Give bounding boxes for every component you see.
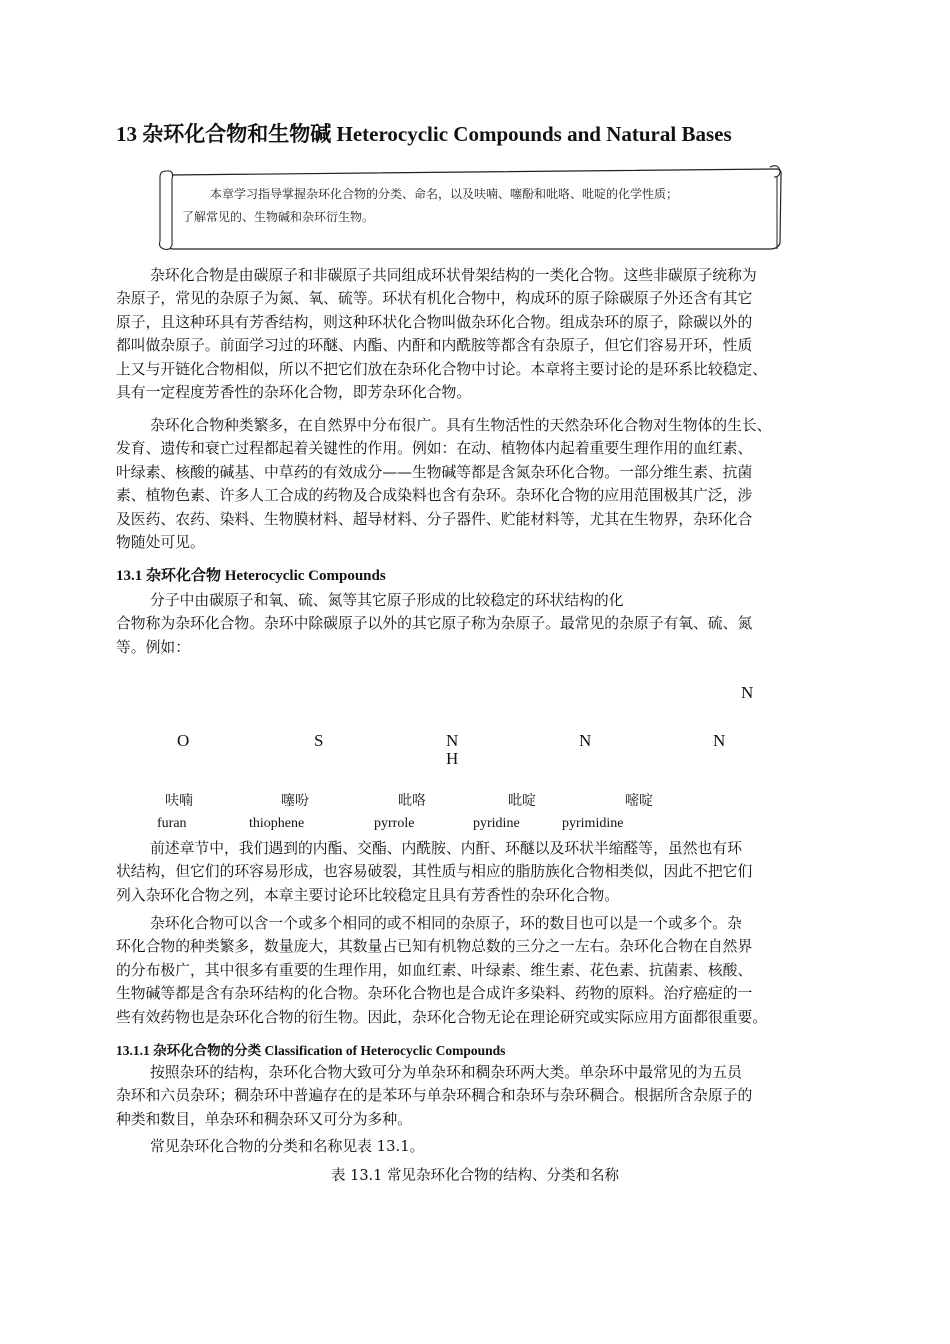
name-furan-en: furan <box>157 816 187 831</box>
name-thiophene-cn: 噻吩 <box>281 793 309 809</box>
text-line: 发育、遗传和衰亡过程都起着关键性的作用。例如：在动、植物体内起着重要生理作用的血红素、 <box>116 440 753 458</box>
section-heading-13-1-1: 13.1.1 杂环化合物的分类 Classification of Heterocyclic Compounds <box>116 1043 506 1058</box>
paragraph-importance <box>116 912 840 1029</box>
paragraph-intro <box>116 264 840 404</box>
text-line: 前述章节中，我们遇到的内酯、交酯、内酰胺、内酐、环醚以及环状半缩醛等，虽然也有环 <box>150 840 742 857</box>
text-line: 杂环和六员杂环；稠杂环中普遍存在的是苯环与单杂环稠合和杂环与杂环稠合。根据所含杂原子的 <box>116 1087 753 1105</box>
name-pyrrole-cn: 吡咯 <box>398 793 426 809</box>
text-line: 杂环化合物种类繁多，在自然界中分布很广。具有生物活性的天然杂环化合物对生物体的生长、 <box>150 417 772 434</box>
pyrrole-hydrogen-atom: H <box>446 749 459 768</box>
pyridine-nitrogen-atom: N <box>579 731 592 750</box>
text-line: 合物称为杂环化合物。杂环中除碳原子以外的其它原子称为杂原子。最常见的杂原子有氧、硫、氮 <box>116 615 753 633</box>
paragraph-definition <box>116 589 840 659</box>
pyrimidine-bottom-n-atom: N <box>713 731 726 750</box>
text-line: 环化合物的种类繁多，数量庞大，其数量占已知有机物总数的三分之一左右。杂环化合物在自然界 <box>116 938 753 956</box>
guide-line-1: 本章学习指导掌握杂环化合物的分类、命名，以及呋喃、噻酚和吡咯、吡啶的化学性质； <box>210 187 679 201</box>
name-furan-cn: 呋喃 <box>165 793 193 809</box>
text-line: 都叫做杂原子。前面学习过的环醚、内酯、内酐和内酰胺等都含有杂原子，但它们容易开环，性质 <box>116 337 753 355</box>
chapter-title: 13 杂环化合物和生物碱 Heterocyclic Compounds and Natural Bases <box>116 122 732 146</box>
text-line: 的分布极广，其中很多有重要的生理作用，如血红素、叶绿素、维生素、花色素、抗菌素、核酸、 <box>116 961 753 979</box>
text-line: 等。例如： <box>116 638 190 656</box>
text-line: 原子，且这种环具有芳香结构，则这种环状化合物叫做杂环化合物。组成杂环的原子，除碳以外的 <box>116 313 753 331</box>
text-line: 素、植物色素、许多人工合成的药物及合成染料也含有杂环。杂环化合物的应用范围极其广泛，涉 <box>116 487 753 505</box>
name-pyrimidine-en: pyrimidine <box>562 816 624 831</box>
text-line: 及医药、农药、染料、生物膜材料、超导材料、分子器件、贮能材料等，尤其在生物界，杂环化合 <box>116 510 753 528</box>
chapter-guide-text <box>182 183 772 229</box>
text-line: 具有一定程度芳香性的杂环化合物，即芳杂环化合物。 <box>116 384 472 402</box>
text-line: 列入杂环化合物之列，本章主要讨论环比较稳定且具有芳香性的杂环化合物。 <box>116 886 620 904</box>
text-line: 分子中由碳原子和氧、硫、氮等其它原子形成的比较稳定的环状结构的化 <box>150 592 624 609</box>
paragraph-variety <box>116 414 840 554</box>
guide-line-2: 了解常见的、生物碱和杂环衍生物。 <box>182 210 375 224</box>
text-line: 按照杂环的结构，杂环化合物大致可分为单杂环和稠杂环两大类。单杂环中最常见的为五员 <box>150 1064 742 1081</box>
text-line: 杂环化合物是由碳原子和非碳原子共同组成环状骨架结构的一类化合物。这些非碳原子统称为 <box>150 267 757 284</box>
pyrrole-nitrogen-atom: N <box>446 731 459 750</box>
thiophene-sulfur-atom: S <box>314 731 324 750</box>
text-line: 杂原子，常见的杂原子为氮、氧、硫等。环状有机化合物中，构成环的原子除碳原子外还含有其它 <box>116 290 753 308</box>
pyrimidine-top-n-atom: N <box>741 683 754 702</box>
name-pyridine-cn: 吡啶 <box>508 793 536 809</box>
paragraph-ring-stability <box>116 837 840 907</box>
paragraph-classification <box>116 1061 840 1131</box>
text-line: 常见杂环化合物的分类和名称见表 13.1。 <box>150 1138 425 1155</box>
name-pyrimidine-cn: 嘧啶 <box>625 793 653 809</box>
text-line: 杂环化合物可以含一个或多个相同的或不相同的杂原子，环的数目也可以是一个或多个。杂 <box>150 915 742 932</box>
text-line: 种类和数目，单杂环和稠杂环又可分为多种。 <box>116 1110 412 1128</box>
section-heading-13-1: 13.1 杂环化合物 Heterocyclic Compounds <box>116 568 386 584</box>
name-thiophene-en: thiophene <box>249 816 305 831</box>
table-caption: 表 13.1 常见杂环化合物的结构、分类和名称 <box>330 1168 619 1184</box>
text-line: 上又与开链化合物相似，所以不把它们放在杂环化合物中讨论。本章将主要讨论的是环系比较稳定、 <box>116 360 768 378</box>
text-line: 物随处可见。 <box>116 534 205 552</box>
paragraph-table-reference <box>116 1135 840 1158</box>
name-pyrrole-en: pyrrole <box>374 816 415 831</box>
furan-oxygen-atom: O <box>177 731 190 750</box>
chapter-guide-scroll <box>156 165 784 251</box>
text-line: 些有效药物也是杂环化合物的衍生物。因此，杂环化合物无论在理论研究或实际应用方面都很重要。 <box>116 1008 768 1026</box>
text-line: 生物碱等都是含有杂环结构的化合物。杂环化合物也是合成许多染料、药物的原料。治疗癌症的一 <box>116 985 753 1003</box>
text-line: 状结构，但它们的环容易形成，也容易破裂，其性质与相应的脂肪族化合物相类似，因此不把它们 <box>116 863 753 881</box>
text-line: 叶绿素、核酸的碱基、中草药的有效成分——生物碱等都是含氮杂环化合物。一部分维生素、抗菌 <box>116 463 753 481</box>
name-pyridine-en: pyridine <box>473 816 520 831</box>
